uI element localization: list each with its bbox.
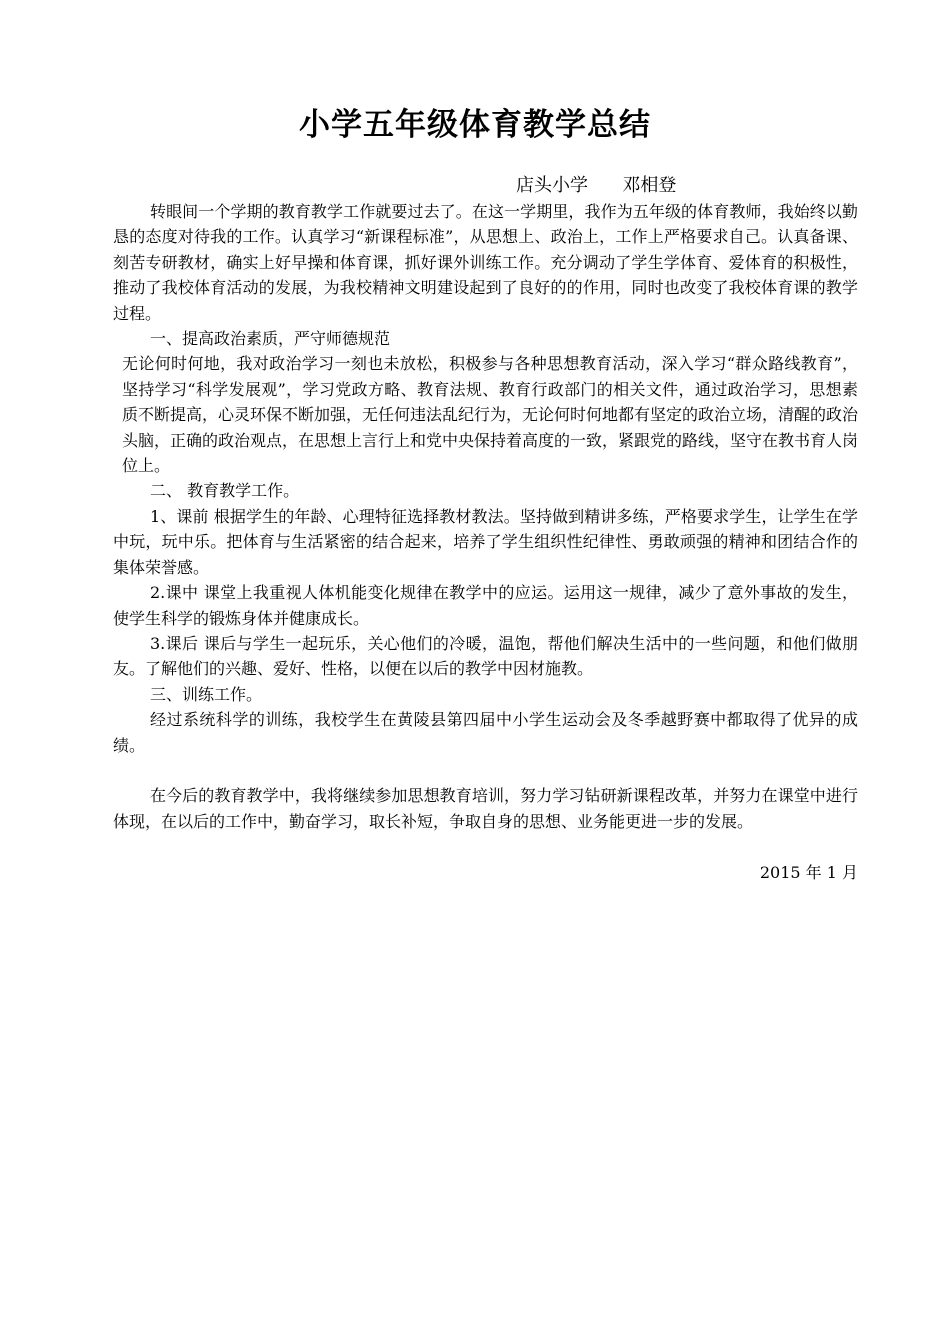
section-1-paragraph: 无论何时何地，我对政治学习一刻也未放松，积极参与各种思想教育活动，深入学习“群众路线教育”，坚持学习“科学发展观”，学习党政方略、教育法规、教育行政部门的相关文件，通过政治学习，思想素质不断提高，心灵环保不断加强，无任何违法乱纪行为，无论何时何地都有坚定的政治立场，清醒的政治头脑，正确的政治观点，在思想上言行上和党中央保持着高度的一致，紧跟党的路线，坚守在教书育人岗位上。	[122, 354, 859, 476]
item-1-paragraph: 1、课前 根据学生的年龄、心理特征选择教材教法。坚持做到精讲多练，严格要求学生，让学生在学中玩，玩中乐。把体育与生活紧密的结合起来，培养了学生组织性纪律性、勇敢顽强的精神和团结合作的集体荣誉感。	[113, 506, 858, 577]
blank-line	[113, 758, 858, 783]
document-title: 小学五年级体育教学总结	[299, 107, 651, 143]
intro-paragraph: 转眼间一个学期的教育教学工作就要过去了。在这一学期里，我作为五年级的体育教师，我始终以勤恳的态度对待我的工作。认真学习“新课程标准”，从思想上、政治上，工作上严格要求自己。认真备课、刻苦专研教材，确实上好早操和体育课，抓好课外训练工作。充分调动了学生学体育、爱体育的积极性，推动了我校体育活动的发展，为我校精神文明建设起到了良好的的作用，同时也改变了我校体育课的教学过程。	[113, 202, 858, 323]
closing-paragraph: 在今后的教育教学中，我将继续参加思想教育培训，努力学习钻研新课程改革，并努力在课堂中进行体现，在以后的工作中，勤奋学习，取长补短，争取自身的思想、业务能更进一步的发展。	[113, 786, 858, 831]
section-3-paragraph: 经过系统科学的训练，我校学生在黄陵县第四届中小学生运动会及冬季越野赛中都取得了优异的成绩。	[113, 710, 858, 755]
section-1-heading: 一、提高政治素质，严守师德规范	[150, 329, 391, 349]
section-2-heading: 二、 教育教学工作。	[150, 481, 300, 501]
item-3-paragraph: 3.课后 课后与学生一起玩乐，关心他们的冷暖，温饱，帮他们解决生活中的一些问题，和他们做朋友。了解他们的兴趣、爱好、性格，以便在以后的教学中因材施教。	[113, 633, 858, 679]
section-3-heading: 三、训练工作。	[150, 684, 263, 704]
item-2-paragraph: 2.课中 课堂上我重视人体机能变化规律在教学中的应运。运用这一规律，减少了意外事故的发生，使学生科学的锻炼身体并健康成长。	[113, 583, 858, 628]
blank-line	[113, 834, 858, 859]
author-byline: 店头小学 邓相登	[516, 175, 677, 196]
document-date: 2015 年 1 月	[759, 862, 858, 882]
document-body	[113, 199, 858, 885]
